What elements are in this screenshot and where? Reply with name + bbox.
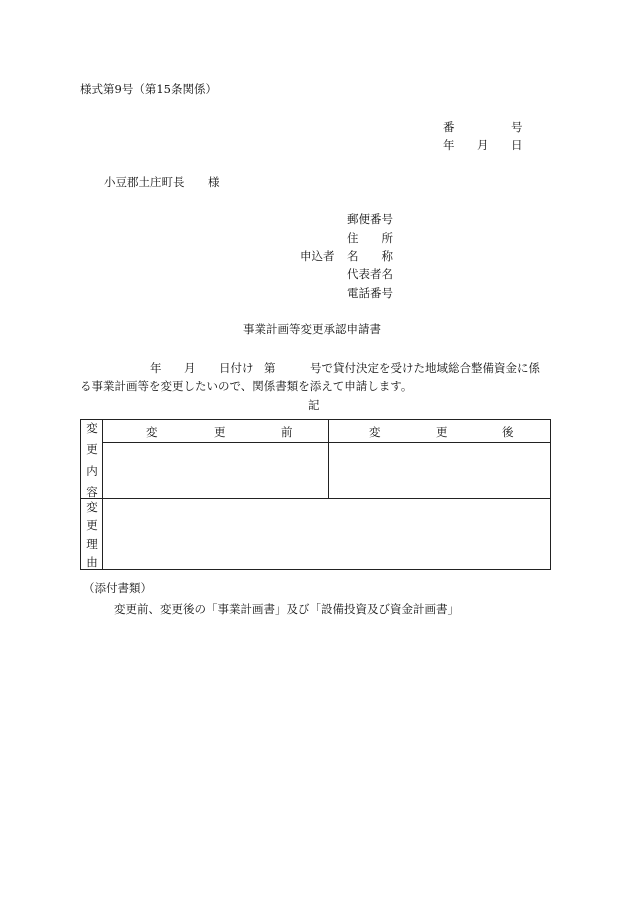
after-header-char: 後 (502, 425, 514, 439)
before-header-char: 変 (146, 425, 158, 439)
body-dated: 日付け (219, 361, 254, 375)
applicant-field-representative: 代表者名 (347, 267, 393, 281)
content-label-char: 更 (86, 442, 98, 456)
date-year: 年 (443, 138, 455, 152)
after-header-char: 更 (436, 425, 448, 439)
after-content-cell[interactable] (329, 443, 550, 498)
body-month: 月 (184, 361, 196, 375)
body-year: 年 (150, 361, 162, 375)
content-label-char: 内 (86, 464, 98, 478)
reason-label-char: 更 (86, 518, 98, 532)
after-header-char: 変 (369, 425, 381, 439)
change-table (80, 419, 551, 570)
attachments-text: 変更前、変更後の「事業計画書」及び「設備投資及び資金計画書」 (114, 602, 459, 616)
addressee-name: 小豆郡土庄町長 (104, 175, 185, 189)
applicant-field-postal: 郵便番号 (347, 212, 393, 226)
attachments-heading: （添付書類） (83, 581, 152, 595)
before-content-cell[interactable] (103, 443, 328, 498)
ki-label: 記 (308, 398, 320, 412)
before-header-char: 更 (214, 425, 226, 439)
date-day: 日 (511, 138, 523, 152)
applicant-field-address: 住 所 (347, 231, 393, 245)
reason-label-char: 変 (86, 500, 98, 514)
applicant-field-phone: 電話番号 (347, 286, 393, 300)
body-line1-rest: 号で貸付決定を受けた地域総合整備資金に係 (310, 361, 540, 375)
addressee-honorific: 様 (208, 175, 220, 189)
before-header-char: 前 (281, 425, 293, 439)
body-dai: 第 (264, 361, 276, 375)
form-id: 様式第9号（第15条関係） (80, 82, 217, 96)
date-month: 月 (477, 138, 489, 152)
number-kanji-ban: 番 (443, 120, 455, 134)
reason-content-cell[interactable] (103, 499, 550, 569)
number-kanji-go: 号 (511, 120, 523, 134)
body-line2: る事業計画等を変更したいので、関係書類を添えて申請します。 (80, 379, 413, 393)
reason-label-char: 由 (86, 555, 98, 569)
reason-label-char: 理 (86, 537, 98, 551)
applicant-field-name: 名 称 (347, 249, 393, 263)
content-label-char: 容 (86, 485, 98, 499)
content-label-char: 変 (86, 421, 98, 435)
document-title: 事業計画等変更承認申請書 (243, 322, 381, 336)
applicant-label: 申込者 (300, 249, 335, 263)
